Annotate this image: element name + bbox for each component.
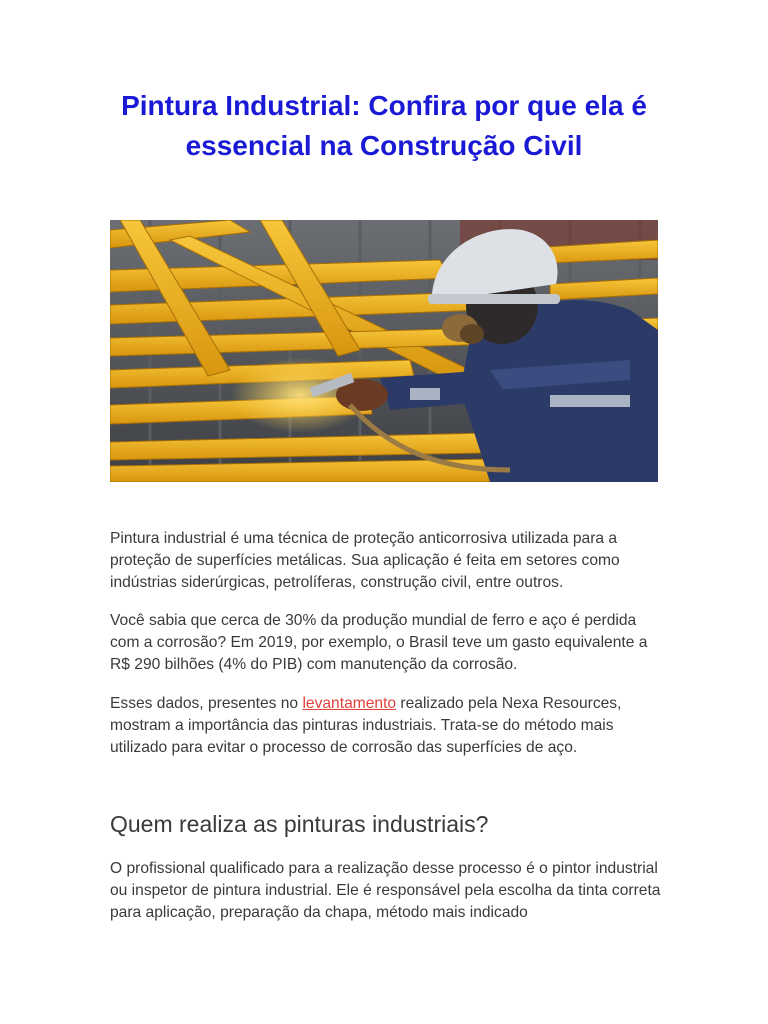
survey-text-before: Esses dados, presentes no — [110, 695, 303, 712]
section-heading: Quem realiza as pinturas industriais? — [110, 811, 489, 837]
levantamento-link[interactable]: levantamento — [302, 695, 397, 712]
intro-paragraph: Pintura industrial é uma técnica de proteção anticorrosiva utilizada para a proteção de superfícies metálicas. Sua aplicação é feita em setores como indústrias siderúrgicas, petrolíferas, construção civil, entre outros. — [110, 530, 620, 591]
corrosion-stats-paragraph: Você sabia que cerca de 30% da produção mundial de ferro e aço é perdida com a corrosão? Em 2019, por exemplo, o Brasil teve um gasto equivalente a R$ 290 bilhões (4% do PIB) com manutenção da corrosão. — [110, 612, 648, 673]
survey-text-after: realizado pela Nexa Resources, mostram a importância das pinturas industriais. Trata-se do método mais utilizado para evitar o processo de corrosão das superfícies de aço. — [110, 695, 622, 756]
painter-paragraph: O profissional qualificado para a realização desse processo é o pintor industrial ou inspetor de pintura industrial. Ele é responsável pela escolha da tinta correta para aplicação, preparação da chapa, método mais indicado — [110, 860, 661, 921]
hero-image — [110, 220, 658, 482]
article-title: Pintura Industrial: Confira por que ela é essencial na Construção Civil — [121, 90, 647, 161]
survey-paragraph — [110, 693, 662, 759]
hero-photo — [110, 220, 658, 482]
